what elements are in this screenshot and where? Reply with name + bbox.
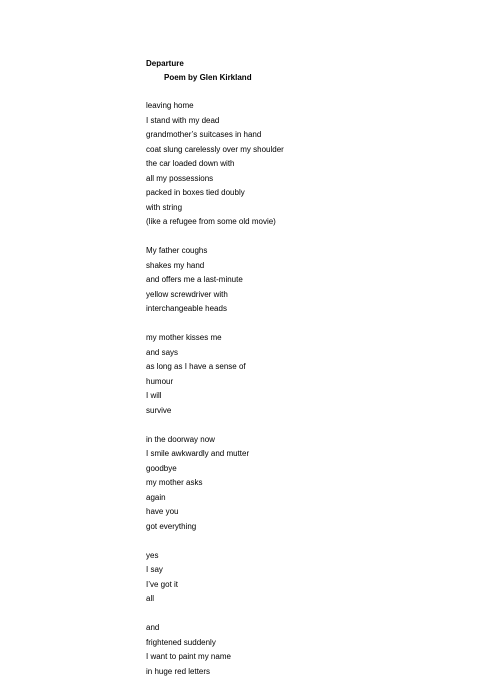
poem-line: interchangeable heads	[146, 304, 227, 313]
poem-line: packed in boxes tied doubly	[146, 188, 245, 197]
poem-line: all my possessions	[146, 173, 214, 183]
poem-stanza	[146, 433, 466, 535]
poem-line: coat slung carelessly over my shoulder	[146, 144, 284, 154]
poem-author: Poem by Glen Kirkland	[164, 73, 252, 82]
poem-line: got everything	[146, 521, 197, 531]
poem-line: in the doorway now	[146, 434, 215, 444]
poem-stanza	[146, 549, 466, 607]
poem-line: I stand with my dead	[146, 115, 220, 125]
poem-title: Departure	[146, 59, 184, 68]
poem-line: yellow screwdriver with	[146, 289, 228, 299]
poem-line: and says	[146, 347, 179, 357]
poem-line: grandmother’s suitcases in hand	[146, 130, 262, 139]
poem-line: again	[146, 492, 166, 502]
poem-line: my mother asks	[146, 478, 203, 487]
poem-stanza	[146, 99, 466, 230]
poem-line: I will	[146, 391, 162, 400]
poem-line: My father coughs	[146, 246, 208, 255]
poem-stanza	[146, 331, 466, 418]
poem-stanza	[146, 244, 466, 317]
poem-line: have you	[146, 507, 179, 516]
poem-line: leaving home	[146, 101, 194, 110]
poem-line: the car loaded down with	[146, 159, 235, 168]
poem-line: I’ve got it	[146, 579, 179, 589]
poem-line: shakes my hand	[146, 260, 205, 270]
poem-line: my mother kisses me	[146, 333, 222, 342]
poem-line: survive	[146, 405, 172, 415]
poem-line: with string	[146, 202, 183, 212]
poem-line: as long as I have a sense of	[146, 362, 246, 371]
poem-line: and	[146, 623, 160, 632]
poem-body	[146, 99, 466, 694]
poem-line: all	[146, 594, 155, 603]
poem-line: and offers me a last-minute	[146, 275, 243, 284]
poem-line: I want to paint my name	[146, 652, 231, 661]
poem-line: goodbye	[146, 463, 177, 473]
poem-line: frightened suddenly	[146, 637, 216, 647]
poem-line: (like a refugee from some old movie)	[146, 217, 276, 226]
poem-line: yes	[146, 550, 159, 560]
poem-line: I smile awkwardly and mutter	[146, 449, 250, 458]
poem-line: humour	[146, 376, 174, 386]
poem-line: in huge red letters	[146, 666, 211, 676]
poem-line: I say	[146, 565, 163, 574]
poem-stanza	[146, 621, 466, 679]
